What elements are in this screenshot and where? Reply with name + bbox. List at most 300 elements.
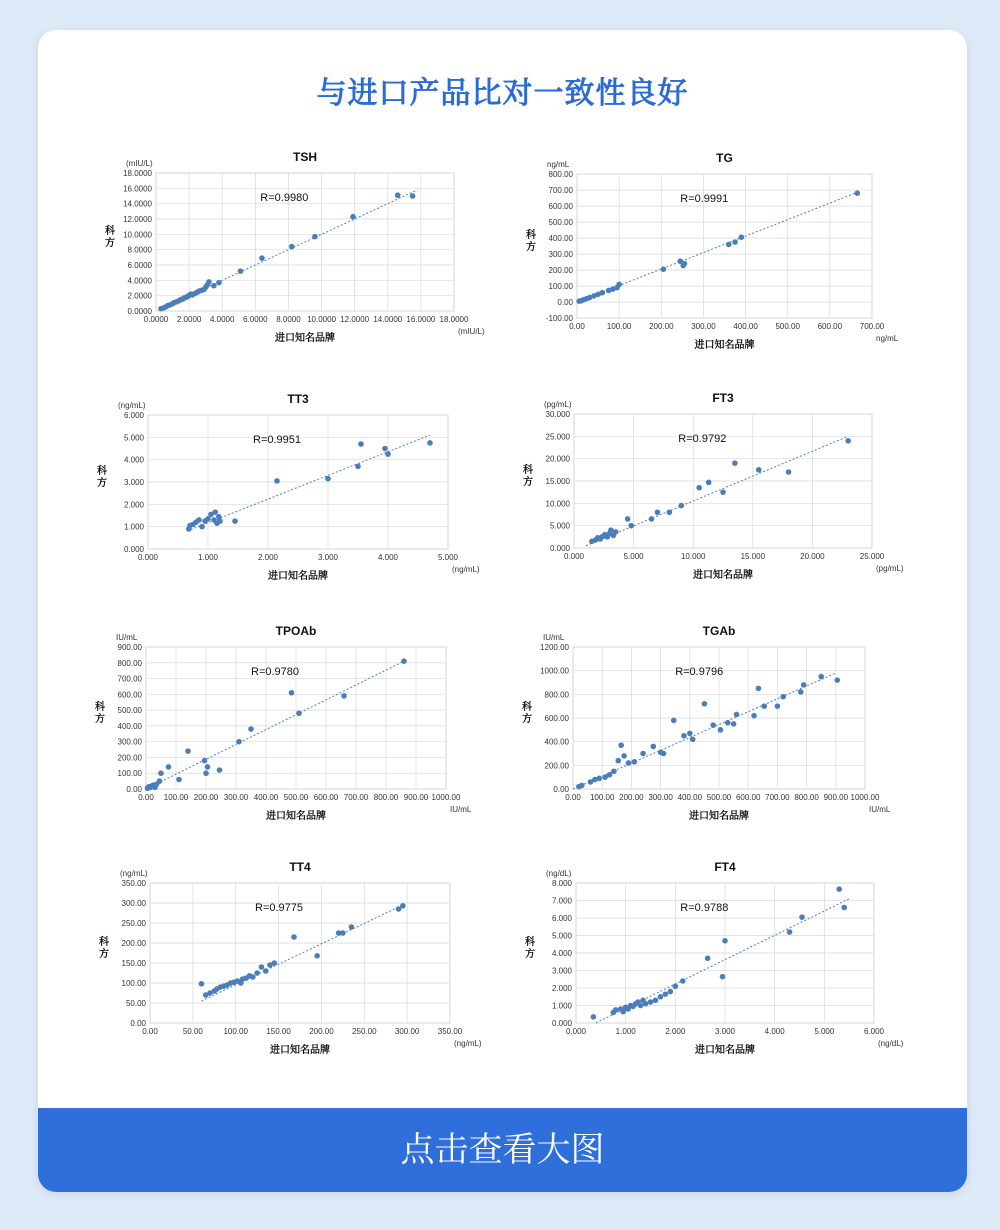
data-point xyxy=(658,994,664,1000)
y-tick-label: 15.000 xyxy=(545,477,570,486)
y-tick-label: 800.00 xyxy=(117,658,142,668)
y-tick-label: 12.0000 xyxy=(123,215,152,224)
y-tick-label: 0.000 xyxy=(549,544,570,553)
y-axis-label: 科方 xyxy=(523,465,533,488)
x-unit-label: (ng/mL) xyxy=(454,1039,482,1048)
data-point xyxy=(845,438,851,444)
x-tick-label: 200.00 xyxy=(193,793,219,802)
y-tick-label: 6.000 xyxy=(123,411,144,420)
data-point xyxy=(349,924,355,930)
y-tick-label: 8.0000 xyxy=(127,245,152,255)
chart-tg xyxy=(525,151,899,351)
data-point xyxy=(607,772,613,778)
x-tick-label: 900.00 xyxy=(403,793,429,802)
chart-title: TGAb xyxy=(702,624,736,638)
data-point xyxy=(621,753,627,759)
r-value-annotation: R=0.9980 xyxy=(260,192,309,204)
data-point xyxy=(640,751,646,757)
data-point xyxy=(358,441,364,447)
x-tick-label: 200.00 xyxy=(649,322,674,331)
data-point xyxy=(731,721,737,727)
y-tick-label: 0.00 xyxy=(557,298,573,307)
data-point xyxy=(259,964,265,970)
r-value-annotation: R=0.9780 xyxy=(251,666,300,678)
content-card xyxy=(38,30,967,1192)
data-point xyxy=(259,255,265,261)
x-tick-label: 100.00 xyxy=(163,793,189,802)
y-tick-label: 3.000 xyxy=(551,966,572,976)
y-unit-label: (ng/mL) xyxy=(120,869,148,878)
data-point xyxy=(340,930,346,936)
y-tick-label: 200.00 xyxy=(121,939,146,948)
data-point xyxy=(401,658,407,664)
x-unit-label: (pg/mL) xyxy=(876,564,904,573)
y-tick-label: 100.00 xyxy=(121,979,146,988)
x-tick-label: 3.000 xyxy=(714,1027,736,1036)
y-tick-label: 2.000 xyxy=(551,984,572,993)
x-axis-label: 进口知名品牌 xyxy=(266,811,326,822)
data-point xyxy=(385,451,391,457)
x-tick-label: 800.00 xyxy=(794,793,819,802)
x-tick-label: 0.00 xyxy=(569,322,585,331)
data-point xyxy=(705,955,711,961)
x-unit-label: (ng/dL) xyxy=(878,1039,904,1048)
data-point xyxy=(761,703,767,709)
data-point xyxy=(289,690,295,696)
y-tick-label: 5.000 xyxy=(123,433,144,443)
y-tick-label: 700.00 xyxy=(548,186,573,195)
x-axis-label: 进口知名品牌 xyxy=(695,1045,755,1056)
r-value-annotation: R=0.9951 xyxy=(253,434,302,446)
data-point xyxy=(199,524,205,530)
data-point xyxy=(291,934,297,940)
y-tick-label: 0.000 xyxy=(551,1019,572,1028)
y-tick-label: 14.0000 xyxy=(123,199,152,209)
y-tick-label: 10.0000 xyxy=(123,230,152,240)
x-axis-label: 进口知名品牌 xyxy=(694,340,755,351)
data-point xyxy=(725,720,731,726)
y-axis-label: 科方 xyxy=(95,702,105,725)
data-point xyxy=(787,929,793,935)
y-tick-label: 4.000 xyxy=(123,455,144,465)
r-value-annotation: R=0.9788 xyxy=(680,902,729,914)
data-point xyxy=(211,283,217,289)
data-point xyxy=(632,759,638,765)
data-point xyxy=(591,1014,597,1020)
y-tick-label: 900.00 xyxy=(117,643,142,652)
data-point xyxy=(166,764,172,770)
x-tick-label: 0.00 xyxy=(142,1027,158,1036)
chart-title: TG xyxy=(716,151,733,165)
y-axis-label: 科方 xyxy=(522,702,532,725)
y-tick-label: 7.000 xyxy=(551,896,572,906)
data-point xyxy=(579,783,585,789)
y-axis-label: 科方 xyxy=(99,937,109,960)
y-tick-label: 400.00 xyxy=(548,234,573,243)
y-unit-label: ng/mL xyxy=(547,160,570,169)
y-tick-label: 350.00 xyxy=(121,879,146,888)
chart-tpoab xyxy=(94,624,472,822)
data-point xyxy=(799,914,805,920)
r-value-annotation: R=0.9796 xyxy=(675,666,724,678)
data-point xyxy=(655,509,661,515)
x-tick-label: 150.00 xyxy=(266,1027,291,1036)
r-value-annotation: R=0.9991 xyxy=(680,193,729,205)
y-tick-label: 1200.00 xyxy=(540,643,569,652)
data-point xyxy=(271,960,277,966)
y-unit-label: (pg/mL) xyxy=(544,400,572,409)
data-point xyxy=(212,509,218,515)
data-point xyxy=(248,726,254,732)
x-tick-label: 600.00 xyxy=(313,793,339,802)
x-tick-label: 15.000 xyxy=(740,552,766,561)
x-tick-label: 4.0000 xyxy=(209,315,235,324)
x-tick-label: 300.00 xyxy=(394,1027,420,1036)
data-point xyxy=(681,733,687,739)
x-axis-label: 进口知名品牌 xyxy=(275,333,335,344)
x-tick-label: 10.0000 xyxy=(307,315,337,324)
data-point xyxy=(274,478,280,484)
x-tick-label: 5.000 xyxy=(623,552,644,561)
y-tick-label: 25.000 xyxy=(545,432,570,442)
x-tick-label: 700.00 xyxy=(765,793,790,802)
data-point xyxy=(176,777,182,783)
x-tick-label: 4.000 xyxy=(377,553,399,562)
data-point xyxy=(734,712,740,718)
data-point xyxy=(205,764,211,770)
x-tick-label: 6.000 xyxy=(863,1027,885,1036)
x-tick-label: 600.00 xyxy=(735,793,761,802)
data-point xyxy=(626,760,632,766)
x-tick-label: 25.000 xyxy=(859,552,885,561)
data-point xyxy=(756,467,762,473)
charts-grid xyxy=(38,30,967,1110)
y-tick-label: 6.000 xyxy=(551,914,572,923)
x-tick-label: 1000.00 xyxy=(431,793,461,802)
y-tick-label: 18.0000 xyxy=(123,169,152,178)
x-tick-label: 0.0000 xyxy=(143,315,169,324)
y-tick-label: 300.00 xyxy=(548,250,573,259)
y-unit-label: IU/mL xyxy=(543,633,565,642)
y-tick-label: 0.000 xyxy=(123,545,144,554)
y-tick-label: 200.00 xyxy=(117,753,142,763)
x-tick-label: 14.0000 xyxy=(373,315,403,324)
y-tick-label: 100.00 xyxy=(548,282,573,291)
y-tick-label: 100.00 xyxy=(117,769,142,779)
x-tick-label: 2.000 xyxy=(257,553,279,562)
data-point xyxy=(410,193,416,199)
y-axis-label: 科方 xyxy=(105,226,115,249)
y-tick-label: 10.000 xyxy=(545,499,570,509)
x-tick-label: 20.000 xyxy=(800,552,825,561)
x-axis-label: 进口知名品牌 xyxy=(270,1045,330,1056)
x-tick-label: 2.0000 xyxy=(176,315,202,324)
x-tick-label: 350.00 xyxy=(437,1027,463,1036)
x-tick-label: 0.000 xyxy=(563,552,585,561)
data-point xyxy=(726,242,732,248)
x-unit-label: IU/mL xyxy=(450,805,472,814)
data-point xyxy=(382,446,388,452)
y-tick-label: 20.000 xyxy=(545,454,570,464)
data-point xyxy=(671,718,677,724)
y-axis-label: 科方 xyxy=(526,230,536,253)
data-point xyxy=(775,703,781,709)
chart-tt4 xyxy=(98,860,482,1056)
y-tick-label: 300.00 xyxy=(121,899,146,908)
data-point xyxy=(720,489,726,495)
x-tick-label: 300.00 xyxy=(648,793,673,802)
y-tick-label: 200.00 xyxy=(548,266,573,275)
y-tick-label: 0.0000 xyxy=(127,307,152,316)
y-tick-label: 2.0000 xyxy=(127,291,152,301)
data-point xyxy=(217,767,223,773)
page-title: 与进口产品比对一致性良好 xyxy=(316,76,689,111)
chart-tt3 xyxy=(96,392,480,582)
y-tick-label: 500.00 xyxy=(117,706,142,716)
data-point xyxy=(625,516,631,522)
data-point xyxy=(613,529,619,535)
data-point xyxy=(196,517,202,523)
data-point xyxy=(667,509,673,515)
y-unit-label: IU/mL xyxy=(116,633,138,642)
y-tick-label: 4.000 xyxy=(551,949,572,958)
data-point xyxy=(236,739,242,745)
x-unit-label: IU/mL xyxy=(869,805,891,814)
data-point xyxy=(706,480,712,486)
y-tick-label: 600.00 xyxy=(117,690,142,700)
chart-title: TT4 xyxy=(289,860,311,874)
data-point xyxy=(648,999,654,1005)
data-point xyxy=(710,722,716,728)
x-tick-label: 200.00 xyxy=(619,793,644,802)
y-unit-label: (mIU/L) xyxy=(126,159,153,168)
data-point xyxy=(663,991,669,997)
x-tick-label: 600.00 xyxy=(817,322,843,331)
x-tick-label: 6.0000 xyxy=(243,315,268,324)
data-point xyxy=(841,905,847,911)
data-point xyxy=(596,776,602,782)
chart-title: FT4 xyxy=(714,860,736,874)
data-point xyxy=(751,713,757,719)
x-tick-label: 100.00 xyxy=(223,1027,248,1036)
y-tick-label: 300.00 xyxy=(117,737,142,747)
x-tick-label: 16.0000 xyxy=(406,315,436,324)
y-tick-label: 600.00 xyxy=(548,202,573,211)
y-tick-label: 1.000 xyxy=(123,522,144,532)
y-tick-label: 8.000 xyxy=(551,879,572,888)
data-point xyxy=(780,694,786,700)
x-tick-label: 1.000 xyxy=(197,553,219,562)
y-tick-label: 1000.00 xyxy=(540,666,569,676)
x-tick-label: 0.00 xyxy=(565,793,581,802)
data-point xyxy=(680,978,686,984)
data-point xyxy=(608,527,614,533)
data-point xyxy=(199,981,205,987)
chart-ft3 xyxy=(522,391,904,581)
data-point xyxy=(696,485,702,491)
data-point xyxy=(668,989,674,995)
y-unit-label: (ng/mL) xyxy=(118,401,146,410)
y-tick-label: 0.00 xyxy=(130,1019,146,1028)
y-tick-label: 150.00 xyxy=(121,959,146,968)
x-tick-label: 500.00 xyxy=(283,793,309,802)
data-point xyxy=(185,748,191,754)
y-tick-label: 2.000 xyxy=(123,500,144,510)
data-point xyxy=(616,282,622,288)
x-tick-label: 300.00 xyxy=(691,322,716,331)
y-tick-label: 5.000 xyxy=(549,521,570,531)
data-point xyxy=(690,737,696,743)
data-point xyxy=(718,727,724,733)
x-tick-label: 4.000 xyxy=(764,1027,785,1036)
x-tick-label: 500.00 xyxy=(706,793,732,802)
view-large-image-button[interactable]: 点击查看大图 xyxy=(38,1108,967,1192)
data-point xyxy=(296,710,302,716)
data-point xyxy=(801,682,807,688)
data-point xyxy=(427,440,433,446)
data-point xyxy=(202,758,208,764)
data-point xyxy=(599,290,605,296)
data-point xyxy=(232,518,238,524)
y-tick-label: 3.000 xyxy=(123,478,144,487)
x-tick-label: 250.00 xyxy=(352,1027,377,1036)
x-tick-label: 0.00 xyxy=(138,793,154,802)
x-tick-label: 400.00 xyxy=(733,322,758,331)
y-tick-label: 30.000 xyxy=(545,410,570,419)
data-point xyxy=(355,464,361,470)
x-tick-label: 500.00 xyxy=(775,322,800,331)
data-point xyxy=(786,469,792,475)
chart-tgab xyxy=(521,624,891,822)
x-tick-label: 50.00 xyxy=(182,1027,203,1036)
x-tick-label: 400.00 xyxy=(677,793,703,802)
data-point xyxy=(615,758,621,764)
data-point xyxy=(854,190,860,196)
data-point xyxy=(289,244,295,250)
r-value-annotation: R=0.9792 xyxy=(678,433,727,445)
data-point xyxy=(341,693,347,699)
data-point xyxy=(618,742,624,748)
x-tick-label: 3.000 xyxy=(317,553,339,562)
chart-title: FT3 xyxy=(712,391,734,405)
y-tick-label: 400.00 xyxy=(117,721,142,731)
x-unit-label: (mIU/L) xyxy=(458,327,485,336)
data-point xyxy=(673,983,679,989)
x-tick-label: 900.00 xyxy=(823,793,849,802)
y-tick-label: -100.00 xyxy=(545,314,573,323)
data-point xyxy=(834,677,840,683)
data-point xyxy=(720,974,726,980)
chart-ft4 xyxy=(524,860,904,1056)
data-point xyxy=(157,778,163,784)
y-tick-label: 16.0000 xyxy=(123,184,152,194)
y-tick-label: 600.00 xyxy=(544,714,569,723)
x-axis-label: 进口知名品牌 xyxy=(693,570,753,581)
x-tick-label: 700.00 xyxy=(859,322,885,331)
x-tick-label: 400.00 xyxy=(253,793,279,802)
y-tick-label: 50.00 xyxy=(125,999,146,1008)
x-tick-label: 5.000 xyxy=(814,1027,835,1036)
y-tick-label: 200.00 xyxy=(544,761,569,771)
data-point xyxy=(818,674,824,680)
chart-title: TT3 xyxy=(287,392,309,406)
data-point xyxy=(687,731,693,737)
x-tick-label: 300.00 xyxy=(223,793,249,802)
data-point xyxy=(611,768,617,774)
y-unit-label: (ng/dL) xyxy=(546,869,572,878)
y-tick-label: 500.00 xyxy=(548,218,573,227)
data-point xyxy=(395,192,401,198)
x-tick-label: 1.000 xyxy=(615,1027,636,1036)
data-point xyxy=(312,234,318,240)
x-unit-label: (ng/mL) xyxy=(452,565,480,574)
x-tick-label: 0.000 xyxy=(137,553,159,562)
data-point xyxy=(206,279,212,285)
data-point xyxy=(254,970,260,976)
y-tick-label: 700.00 xyxy=(117,674,142,684)
x-tick-label: 100.00 xyxy=(589,793,615,802)
y-tick-label: 0.00 xyxy=(553,785,569,794)
data-point xyxy=(732,239,738,245)
data-point xyxy=(613,1007,619,1013)
data-point xyxy=(638,1003,644,1009)
x-axis-label: 进口知名品牌 xyxy=(689,811,749,822)
data-point xyxy=(678,503,684,509)
data-point xyxy=(732,460,738,466)
data-point xyxy=(263,968,269,974)
y-tick-label: 800.00 xyxy=(544,690,569,700)
x-tick-label: 18.0000 xyxy=(439,315,469,324)
y-tick-label: 1.000 xyxy=(551,1001,572,1011)
data-point xyxy=(702,701,708,707)
chart-title: TSH xyxy=(293,150,317,164)
x-tick-label: 8.0000 xyxy=(276,315,301,324)
data-point xyxy=(217,518,223,524)
data-point xyxy=(158,770,164,776)
data-point xyxy=(756,686,762,692)
x-tick-label: 12.0000 xyxy=(340,315,370,324)
data-point xyxy=(798,689,804,695)
data-point xyxy=(325,476,331,482)
r-value-annotation: R=0.9775 xyxy=(255,902,304,914)
data-point xyxy=(250,974,256,980)
data-point xyxy=(649,516,655,522)
data-point xyxy=(216,280,222,286)
y-tick-label: 250.00 xyxy=(121,919,146,928)
y-tick-label: 400.00 xyxy=(544,737,569,747)
data-point xyxy=(682,261,688,267)
chart-title: TPOAb xyxy=(275,624,317,638)
data-point xyxy=(643,1001,649,1007)
data-point xyxy=(350,214,356,220)
x-tick-label: 100.00 xyxy=(606,322,632,331)
x-tick-label: 700.00 xyxy=(343,793,369,802)
data-point xyxy=(203,770,209,776)
data-point xyxy=(314,953,320,959)
x-tick-label: 5.000 xyxy=(437,553,459,562)
data-point xyxy=(238,268,244,274)
x-unit-label: ng/mL xyxy=(876,334,899,343)
x-tick-label: 800.00 xyxy=(373,793,399,802)
y-tick-label: 6.0000 xyxy=(127,261,152,270)
x-tick-label: 10.000 xyxy=(680,552,706,561)
x-tick-label: 200.00 xyxy=(309,1027,334,1036)
x-tick-label: 0.000 xyxy=(565,1027,587,1036)
data-point xyxy=(836,886,842,892)
chart-tsh xyxy=(104,150,485,344)
x-axis-label: 进口知名品牌 xyxy=(268,571,328,582)
y-axis-label: 科方 xyxy=(525,937,535,960)
